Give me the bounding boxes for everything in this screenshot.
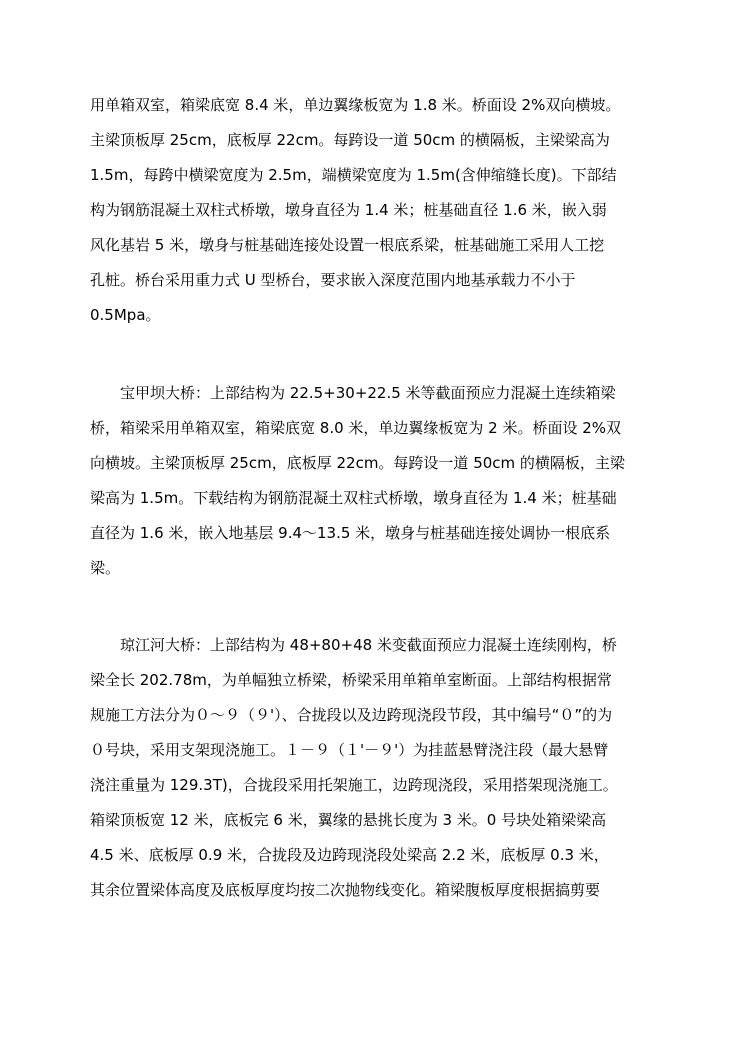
paragraph-baojiaba-bridge — [90, 376, 670, 586]
text-line: 桥，箱梁采用单箱双室，箱梁底宽 8.0 米，单边翼缘板宽为 2 米。桥面设 2%双 — [90, 419, 622, 437]
text-line: 箱梁顶板宽 12 米，底板完 6 米，翼缘的悬挑长度为 3 米。0 号块处箱梁梁高 — [90, 811, 607, 829]
text-line: 直径为 1.6 米，嵌入地基层 9.4～13.5 米，墩身与桩基础连接处调协一根底系 — [90, 524, 611, 542]
text-line: ０号块，采用支架现浇施工。１－９（１'－９'）为挂蓝悬臂浇注段（最大悬臂 — [90, 741, 609, 759]
text-line: 向横坡。主梁顶板厚 25cm，底板厚 22cm。每跨设一道 50cm 的横隔板，主梁 — [90, 454, 625, 472]
text-line: 主梁顶板厚 25cm，底板厚 22cm。每跨设一道 50cm 的横隔板，主梁梁高为 — [90, 131, 610, 149]
text-line: 4.5 米、底板厚 0.9 米，合拢段及边跨现浇段处梁高 2.2 米，底板厚 0.3 米， — [90, 846, 609, 864]
text-line: 梁。 — [90, 559, 121, 577]
paragraph-qiongjianghe-bridge — [90, 628, 670, 908]
text-line: 0.5Mpa。 — [90, 306, 161, 324]
text-line: 规施工方法分为０～９（９'）、合拢段以及边跨现浇段节段，其中编号“０”的为 — [90, 706, 613, 724]
text-line: 其余位置梁体高度及底板厚度均按二次抛物线变化。箱梁腹板厚度根据搞剪要 — [90, 881, 601, 899]
text-line: 用单箱双室，箱梁底宽 8.4 米，单边翼缘板宽为 1.8 米。桥面设 2%双向横坡。 — [90, 96, 621, 114]
text-line: 孔桩。桥台采用重力式 U 型桥台，要求嵌入深度范围内地基承载力不小于 — [90, 271, 576, 289]
text-line: 梁高为 1.5m。下载结构为钢筋混凝土双柱式桥墩，墩身直径为 1.4 米；桩基础 — [90, 489, 617, 507]
text-line: 浇注重量为 129.3T)，合拢段采用托架施工，边跨现浇段，采用搭架现浇施工。 — [90, 776, 618, 794]
text-line: 构为钢筋混凝土双柱式桥墩，墩身直径为 1.4 米；桩基础直径 1.6 米，嵌入弱 — [90, 201, 607, 219]
text-line: 1.5m，每跨中横梁宽度为 2.5m，端横梁宽度为 1.5m(含伸缩缝长度)。下部结 — [90, 166, 617, 184]
text-line: 梁全长 202.78m，为单幅独立桥梁，桥梁采用单箱单室断面。上部结构根据常 — [90, 671, 612, 689]
text-line: 琼江河大桥：上部结构为 48+80+48 米变截面预应力混凝土连续刚构，桥 — [90, 636, 617, 654]
paragraph-bridge-continued — [90, 88, 670, 333]
text-line: 风化基岩 5 米，墩身与桩基础连接处设置一根底系梁，桩基础施工采用人工挖 — [90, 236, 605, 254]
text-line: 宝甲坝大桥：上部结构为 22.5+30+22.5 米等截面预应力混凝土连续箱梁 — [90, 384, 616, 402]
